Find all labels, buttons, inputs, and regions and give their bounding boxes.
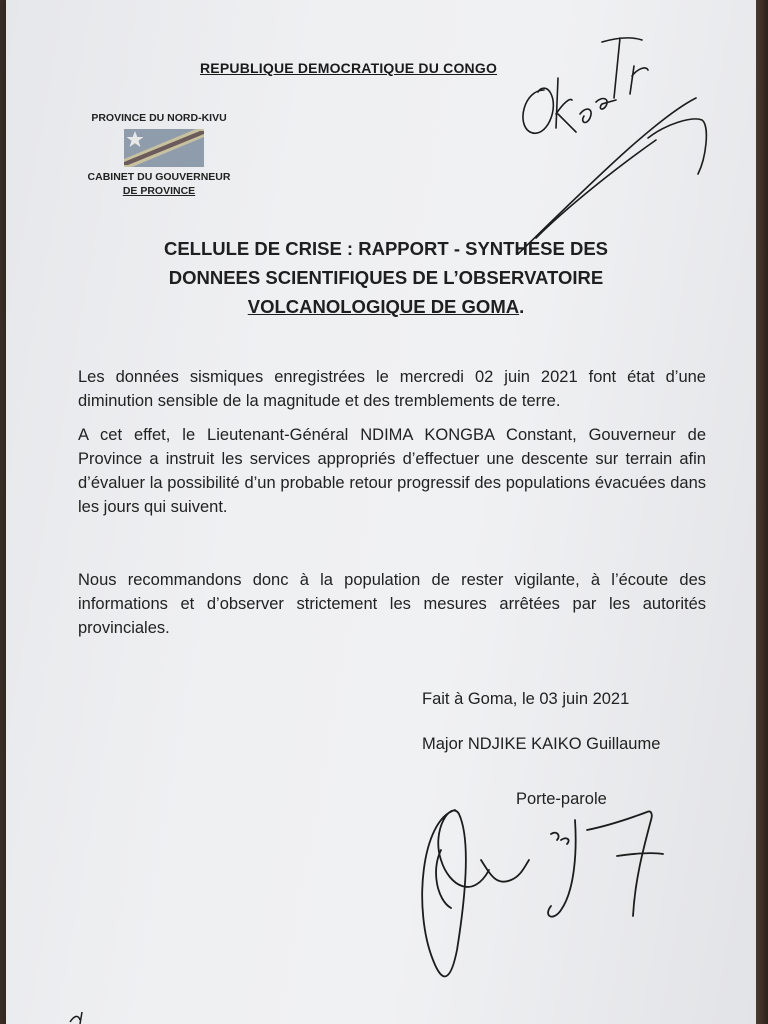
background-right-edge [756,0,768,1024]
title-line3: VOLCANOLOGIQUE DE GOMA [247,296,520,317]
title-line3-suffix: . [519,296,525,317]
signer-name: Major NDJIKE KAIKO Guillaume [422,735,661,753]
drc-flag-icon [124,129,204,167]
province-label: PROVINCE DU NORD-KIVU [91,112,227,124]
signature [411,790,681,990]
title-line2: DONNEES SCIENTIFIQUES DE L’OBSERVATOIRE [168,267,604,288]
document-page [6,0,756,1024]
page-corner-mark [66,1008,96,1024]
signer-role: Porte-parole [516,790,607,808]
paragraph-seismic-data: Les données sismiques enregistrées le mercredi 02 juin 2021 font état d’une diminution sensible de la magnitude et des tremblements de terre. [78,368,706,410]
paragraph-governor-instruction: A cet effet, le Lieutenant-Général NDIMA KONGBA Constant, Gouverneur de Province a instruit les services appropriés d’effectuer une descente sur terrain afin d’évaluer la possibilité d’un probable retour progressif des populations évacuées dans les jours qui suivent. [78,426,706,516]
country-heading: REPUBLIQUE DEMOCRATIQUE DU CONGO [200,60,498,76]
title-line1: CELLULE DE CRISE : RAPPORT - SYNTHESE DES [163,238,609,259]
title-line3-wrap [116,292,656,321]
handwritten-note-signature [506,28,726,258]
cabinet-line1: CABINET DU GOUVERNEUR [87,171,231,183]
cabinet-line2: DE PROVINCE [122,185,196,197]
cabinet-label [84,170,234,198]
place-date: Fait à Goma, le 03 juin 2021 [422,690,630,708]
paragraph-recommendation: Nous recommandons donc à la population de rester vigilante, à l’écoute des informations et d’observer strictement les mesures arrêtées par les autorités provinciales. [78,571,706,637]
